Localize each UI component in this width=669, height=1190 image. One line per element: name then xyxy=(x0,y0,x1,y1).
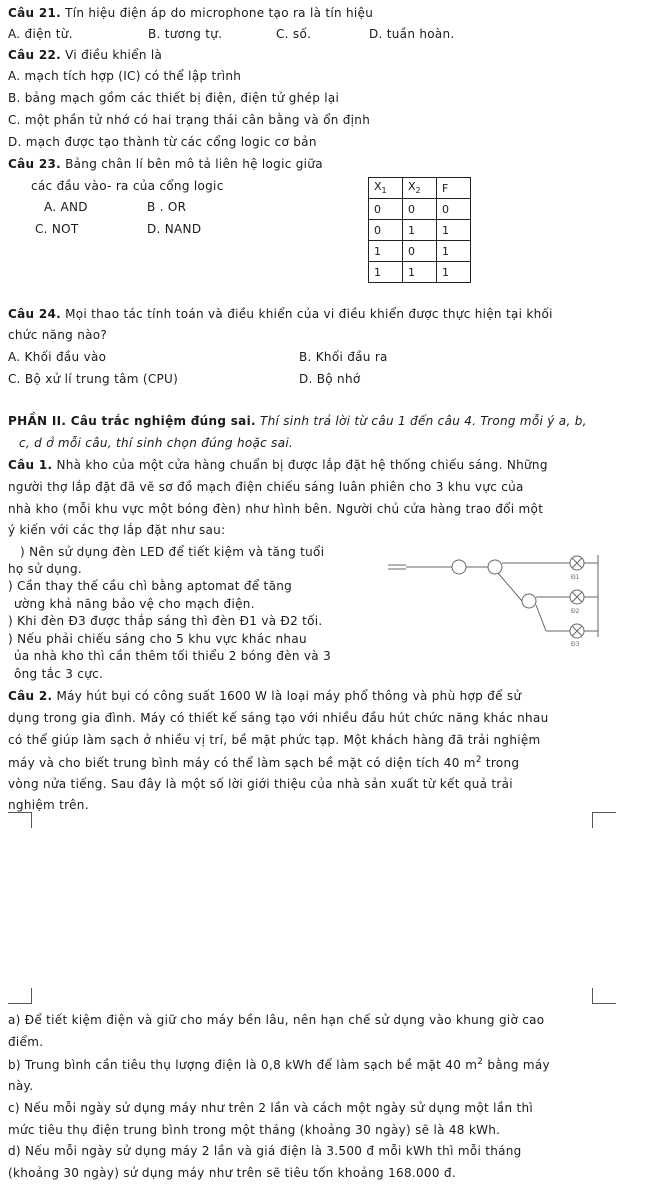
header-x1: $X_1$ xyxy=(369,178,403,199)
lighting-circuit-diagram xyxy=(370,549,610,649)
q24-title: Câu 24. xyxy=(8,307,61,321)
lamp1-label: Đ1 xyxy=(571,574,580,581)
image-frame-corner-bottom-left xyxy=(8,988,32,1004)
q24-option-c: C. Bộ xử lí trung tâm (CPU) xyxy=(8,372,179,386)
p1-line1: Nhà kho của một cửa hàng chuẩn bị được lắp đặt hệ thống chiếu sáng. Những xyxy=(52,458,548,472)
q23-option-c: C. NOT xyxy=(35,222,79,236)
q24-stem-line2: chức năng nào? xyxy=(8,328,108,342)
lamp3-label: Đ3 xyxy=(571,641,580,648)
q22-stem xyxy=(8,48,162,62)
p1-statement-b-line2: ường khả năng bảo vệ cho mạch điện. xyxy=(14,597,255,611)
p2-statement-b-sup: 2 xyxy=(477,1057,484,1067)
q21-title: Câu 21. xyxy=(8,6,61,20)
p2-title: Câu 2. xyxy=(8,689,53,703)
p2-stem xyxy=(8,689,521,703)
p2-line1: Máy hút bụi có công suất 1600 W là loại máy phổ thông và phù hợp để sử xyxy=(52,689,522,703)
p1-statement-c: ) Khi đèn Đ3 được thắp sáng thì đèn Đ1 và Đ2 tối. xyxy=(8,614,323,628)
q23-text: Bảng chân lí bên mô tả liên hệ logic giữa xyxy=(60,157,323,171)
q24-option-a: A. Khối đầu vào xyxy=(8,350,107,364)
table-cell: 1 xyxy=(437,220,471,241)
table-cell: 0 xyxy=(369,199,403,220)
table-row xyxy=(369,241,471,262)
truth-table-header xyxy=(369,178,471,199)
p2-statement-d-line1: d) Nếu mỗi ngày sử dụng máy 2 lần và giá điện là 3.500 đ mỗi kWh thì mỗi tháng xyxy=(8,1144,522,1158)
lamp2-label: Đ2 xyxy=(571,608,580,615)
q21-option-a: A. điện từ. xyxy=(8,27,73,41)
p2-line4-sup: 2 xyxy=(475,755,482,765)
switch2-icon xyxy=(488,560,502,574)
p2-statement-c-line1: c) Nếu mỗi ngày sử dụng máy như trên 2 lần và cách một ngày sử dụng một lần thì xyxy=(8,1101,534,1115)
table-cell: 1 xyxy=(403,220,437,241)
table-cell: 1 xyxy=(369,241,403,262)
q24-text: Mọi thao tác tính toán và điều khiển của vi điều khiển được thực hiện tại khối xyxy=(60,307,553,321)
part2-instruction: Thí sinh trả lời từ câu 1 đến câu 4. Trong mỗi ý a, b, xyxy=(255,414,587,428)
q23-title: Câu 23. xyxy=(8,157,61,171)
q22-option-c: C. một phần tử nhớ có hai trạng thái cân bằng và ổn định xyxy=(8,113,371,127)
switch1-icon xyxy=(452,560,466,574)
q24-stem xyxy=(8,307,553,321)
p1-line2: người thợ lắp đặt đã vẽ sơ đồ mạch điện chiếu sáng luân phiên cho 3 khu vực của xyxy=(8,480,524,494)
q23-stem xyxy=(8,157,323,171)
table-row xyxy=(369,199,471,220)
p2-statement-d-line2: (khoảng 30 ngày) sử dụng máy như trên sẽ tiêu tốn khoảng 168.000 đ. xyxy=(8,1166,456,1180)
q21-option-d: D. tuần hoàn. xyxy=(369,27,455,41)
q22-title: Câu 22. xyxy=(8,48,61,62)
table-cell: 0 xyxy=(403,241,437,262)
q23-stem-line2: các đầu vào- ra của cổng logic xyxy=(31,179,224,193)
part2-heading xyxy=(8,414,587,428)
image-frame-corner-top-left xyxy=(8,812,32,828)
q23-option-a: A. AND xyxy=(44,200,88,214)
part2-instruction-line2: c, d ở mỗi câu, thí sinh chọn đúng hoặc sai. xyxy=(19,436,294,450)
p1-title: Câu 1. xyxy=(8,458,53,472)
p2-statement-b-text: b) Trung bình cần tiêu thụ lượng điện là 0,8 kWh để làm sạch bề mặt 40 m xyxy=(8,1058,478,1072)
p1-statement-a-line1: ) Nên sử dụng đèn LED để tiết kiệm và tăng tuổi xyxy=(20,545,325,559)
part2-title: PHẦN II. Câu trắc nghiệm đúng sai. xyxy=(8,414,256,428)
p1-statement-b-line1: ) Cần thay thế cầu chì bằng aptomat để tăng xyxy=(8,579,293,593)
p1-statement-a-line2: họ sử dụng. xyxy=(8,562,82,576)
q22-option-d: D. mạch được tạo thành từ các cổng logic cơ bản xyxy=(8,135,317,149)
p1-stem xyxy=(8,458,548,472)
p2-line3: có thể giúp làm sạch ở nhiều vị trí, bề mặt phức tạp. Một khách hàng đã trải nghiệm xyxy=(8,733,541,747)
q22-text: Vi điều khiển là xyxy=(60,48,163,62)
p1-statement-d-line2: ủa nhà kho thì cần thêm tối thiểu 2 bóng đèn và 3 xyxy=(14,649,332,663)
table-cell: 0 xyxy=(369,220,403,241)
q24-option-b: B. Khối đầu ra xyxy=(299,350,388,364)
p1-line3: nhà kho (mỗi khu vực một bóng đèn) như hình bên. Người chủ cửa hàng trao đổi một xyxy=(8,502,544,516)
q22-option-a: A. mạch tích hợp (IC) có thể lập trình xyxy=(8,69,242,83)
p1-line4: ý kiến với các thợ lắp đặt như sau: xyxy=(8,523,226,537)
p2-statement-b-line2: này. xyxy=(8,1079,34,1093)
p2-line5: vòng nửa tiếng. Sau đây là một số lời giới thiệu của nhà sản xuất từ kết quả trải xyxy=(8,777,513,791)
q24-option-d: D. Bộ nhớ xyxy=(299,372,361,386)
p2-line4-end: trong xyxy=(481,756,520,770)
table-cell: 1 xyxy=(403,262,437,283)
table-cell: 0 xyxy=(437,199,471,220)
p2-line4 xyxy=(8,755,519,770)
q21-option-b: B. tương tự. xyxy=(148,27,223,41)
switch3-icon xyxy=(522,594,536,608)
q23-option-b: B . OR xyxy=(147,200,187,214)
p1-statement-d-line3: ông tắc 3 cực. xyxy=(14,667,104,681)
q22-option-b: B. bảng mạch gồm các thiết bị điện, điện tử ghép lại xyxy=(8,91,340,105)
q21-text: Tín hiệu điện áp do microphone tạo ra là tín hiệu xyxy=(60,6,374,20)
p2-line6: nghiệm trên. xyxy=(8,798,89,812)
p2-line2: dụng trong gia đình. Máy có thiết kế sáng tạo với nhiều đầu hút chức năng khác nhau xyxy=(8,711,549,725)
p2-statement-a-line2: điểm. xyxy=(8,1035,44,1049)
q21-option-c: C. số. xyxy=(276,27,312,41)
image-frame-corner-top-right xyxy=(592,812,616,828)
header-f: F xyxy=(437,178,471,199)
truth-table xyxy=(368,177,471,283)
p2-statement-a-line1: a) Để tiết kiệm điện và giữ cho máy bền lâu, nên hạn chế sử dụng vào khung giờ cao xyxy=(8,1013,545,1027)
q23-option-d: D. NAND xyxy=(147,222,202,236)
wire-to-switch3 xyxy=(498,573,522,601)
table-row xyxy=(369,262,471,283)
p2-statement-b-end: bằng máy xyxy=(483,1058,550,1072)
table-row xyxy=(369,220,471,241)
p2-line4-text: máy và cho biết trung bình máy có thể làm sạch bề mặt có diện tích 40 m xyxy=(8,756,476,770)
q21-stem xyxy=(8,6,373,20)
table-cell: 1 xyxy=(437,241,471,262)
image-frame-corner-bottom-right xyxy=(592,988,616,1004)
p2-statement-b-line1 xyxy=(8,1057,550,1072)
wire-down xyxy=(536,605,546,631)
p1-statement-d-line1: ) Nếu phải chiếu sáng cho 5 khu vực khác nhau xyxy=(8,632,307,646)
table-cell: 1 xyxy=(437,262,471,283)
table-cell: 0 xyxy=(403,199,437,220)
table-cell: 1 xyxy=(369,262,403,283)
p2-statement-c-line2: mức tiêu thụ điện trung bình trong một tháng (khoảng 30 ngày) sẽ là 48 kWh. xyxy=(8,1123,501,1137)
header-x2: $X_2$ xyxy=(403,178,437,199)
